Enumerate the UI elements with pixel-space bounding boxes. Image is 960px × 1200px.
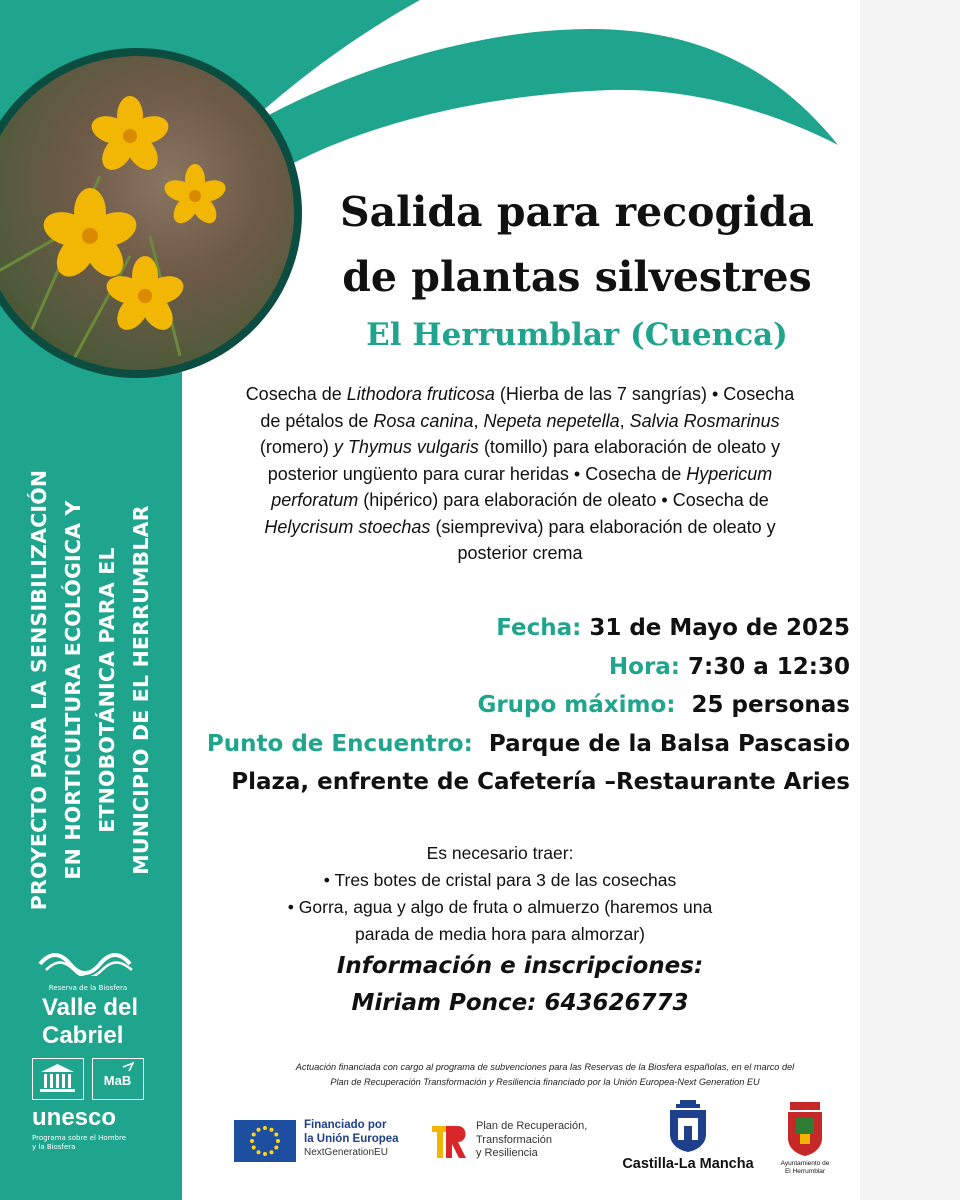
- vertical-line-3: ETNOBOTÁNICA PARA EL: [95, 547, 119, 833]
- eu-line-1: Financiado por: [304, 1119, 387, 1131]
- prtr-logo: [428, 1120, 628, 1164]
- unesco-sub-line-1: Programa sobre el Hombre: [32, 1134, 126, 1142]
- date-label: Fecha:: [496, 615, 582, 641]
- description-text: (romero): [259, 437, 334, 457]
- description-text: posterior ungüento para curar heridas • Cosecha de: [267, 463, 687, 484]
- date-row: [180, 609, 850, 648]
- ayto-line-1: Ayuntamiento de: [780, 1160, 830, 1167]
- description-text: (tomillo) para elaboración de oleato y: [478, 437, 781, 457]
- location-subtitle: El Herrumblar (Cuenca): [366, 317, 788, 353]
- vertical-line-1: PROYECTO PARA LA SENSIBILIZACIÓN: [27, 469, 51, 911]
- event-details: [180, 609, 850, 802]
- mab-label: MaB: [103, 1073, 132, 1088]
- unesco-name: unesco: [32, 1104, 117, 1131]
- description-text: ,: [473, 410, 484, 431]
- time-row: [180, 648, 850, 687]
- biosphere-name-line-2: Cabriel: [42, 1022, 124, 1049]
- unesco-sub-line-2: y la Biosfera: [32, 1143, 76, 1151]
- species-name: y Thymus vulgaris: [333, 437, 479, 457]
- eu-stars-icon: [234, 1120, 296, 1162]
- waves-icon: [32, 950, 144, 976]
- bring-item-2-line-1: • Gorra, agua y algo de fruta o almuerzo (haremos una: [287, 897, 713, 917]
- contact-phone: Miriam Ponce: 643626773: [351, 990, 689, 1016]
- species-name: Helycrisum stoechas: [264, 516, 431, 537]
- meeting-point-row-2: [180, 763, 850, 802]
- meeting-point-label: Punto de Encuentro:: [206, 730, 473, 757]
- funding-note-line-1: Actuación financiada con cargo al programa de subvenciones para las Reservas de la Biosfera españolas, en el marco del: [295, 1062, 795, 1072]
- description-line-6: [205, 514, 835, 541]
- description-line-7: [205, 540, 835, 567]
- funding-note-line-2: Plan de Recuperación Transformación y Resiliencia financiado por la Unión Europea-Next Generation EU: [330, 1077, 760, 1087]
- species-name: Rosa canina: [373, 410, 474, 431]
- bring-item-1: • Tres botes de cristal para 3 de las cosechas: [323, 870, 677, 890]
- meeting-point-value-2: Plaza, enfrente de Cafetería –Restaurante Aries: [231, 769, 850, 795]
- vertical-line-4: MUNICIPIO DE EL HERRUMBLAR: [129, 505, 153, 875]
- castilla-la-mancha-logo: [618, 1098, 758, 1178]
- temple-icon: [32, 1058, 84, 1100]
- description-text: posterior crema: [457, 543, 583, 563]
- description-line-5: [205, 487, 835, 514]
- temple-icon-shape: [33, 1059, 82, 1098]
- ayto-line-2: El Herrumblar: [784, 1168, 826, 1175]
- time-label: Hora:: [608, 653, 681, 680]
- description-text: Cosecha de: [245, 384, 347, 404]
- species-name: Nepeta nepetella: [483, 410, 620, 431]
- project-vertical-text: [22, 450, 162, 930]
- description-line-1: [205, 381, 835, 408]
- vertical-line-2: EN HORTICULTURA ECOLÓGICA Y: [61, 500, 85, 880]
- contact-info: [240, 948, 800, 1022]
- unesco-emblems: [32, 1058, 146, 1102]
- valle-del-cabriel-logo: [32, 950, 162, 1048]
- clm-name: Castilla-La Mancha: [622, 1156, 754, 1172]
- prtr-line-2: Transformación: [476, 1133, 553, 1146]
- eu-line-2: la Unión Europea: [304, 1133, 399, 1145]
- prtr-line-3: y Resiliencia: [476, 1147, 538, 1159]
- clm-shield-icon: [618, 1098, 758, 1154]
- tr-mark-icon: [428, 1120, 472, 1164]
- description-text: (hipérico) para elaboración de oleato • Cosecha de: [358, 490, 769, 510]
- what-to-bring: [230, 840, 770, 948]
- species-name: Hypericum: [686, 463, 773, 484]
- eu-text: [304, 1118, 399, 1160]
- ayuntamiento-shield-icon: [770, 1098, 840, 1160]
- bring-item-2-line-2: parada de media hora para almorzar): [355, 924, 645, 944]
- eu-funding-logo: [234, 1118, 420, 1162]
- time-value: 7:30 a 12:30: [688, 653, 850, 680]
- unesco-logo: [32, 1058, 162, 1152]
- eu-line-3: NextGenerationEU: [304, 1147, 388, 1158]
- species-name: Lithodora fruticosa: [346, 384, 495, 404]
- meeting-point-row: [180, 725, 850, 764]
- group-value: 25 personas: [691, 692, 850, 718]
- activity-description: [205, 381, 835, 567]
- meeting-point-value-1: Parque de la Balsa Pascasio: [488, 730, 850, 757]
- description-line-3: [205, 434, 835, 461]
- ayuntamiento-logo: [770, 1098, 840, 1178]
- ayto-text: [764, 1160, 846, 1176]
- description-text: (siempreviva) para elaboración de oleato y: [430, 516, 776, 537]
- species-name: perforatum: [271, 490, 359, 510]
- mab-icon: [92, 1058, 144, 1100]
- prtr-line-1: Plan de Recuperación,: [476, 1120, 588, 1132]
- eu-flag-icon: [234, 1120, 296, 1162]
- title-line-2: de plantas silvestres: [342, 253, 812, 301]
- group-label: Grupo máximo:: [477, 692, 676, 718]
- prtr-text: [476, 1120, 587, 1161]
- description-text: ,: [619, 410, 630, 431]
- contact-heading: Información e inscripciones:: [336, 953, 704, 979]
- description-line-2: [205, 408, 835, 435]
- description-text: (Hierba de las 7 sangrías) • Cosecha: [494, 384, 795, 404]
- biosphere-name-line-1: Valle del: [42, 994, 139, 1021]
- bring-heading: Es necesario traer:: [426, 843, 574, 863]
- page-title: [282, 180, 872, 310]
- species-name: Salvia Rosmarinus: [629, 410, 780, 431]
- group-row: [180, 686, 850, 725]
- title-line-1: Salida para recogida: [340, 188, 814, 236]
- date-value: 31 de Mayo de 2025: [589, 615, 850, 641]
- description-line-4: [205, 461, 835, 488]
- funding-note: [200, 1060, 890, 1090]
- description-text: de pétalos de: [260, 410, 374, 431]
- biosphere-small-label: Reserva de la Biosfera: [48, 984, 128, 992]
- mab-icon-shape: [93, 1059, 142, 1098]
